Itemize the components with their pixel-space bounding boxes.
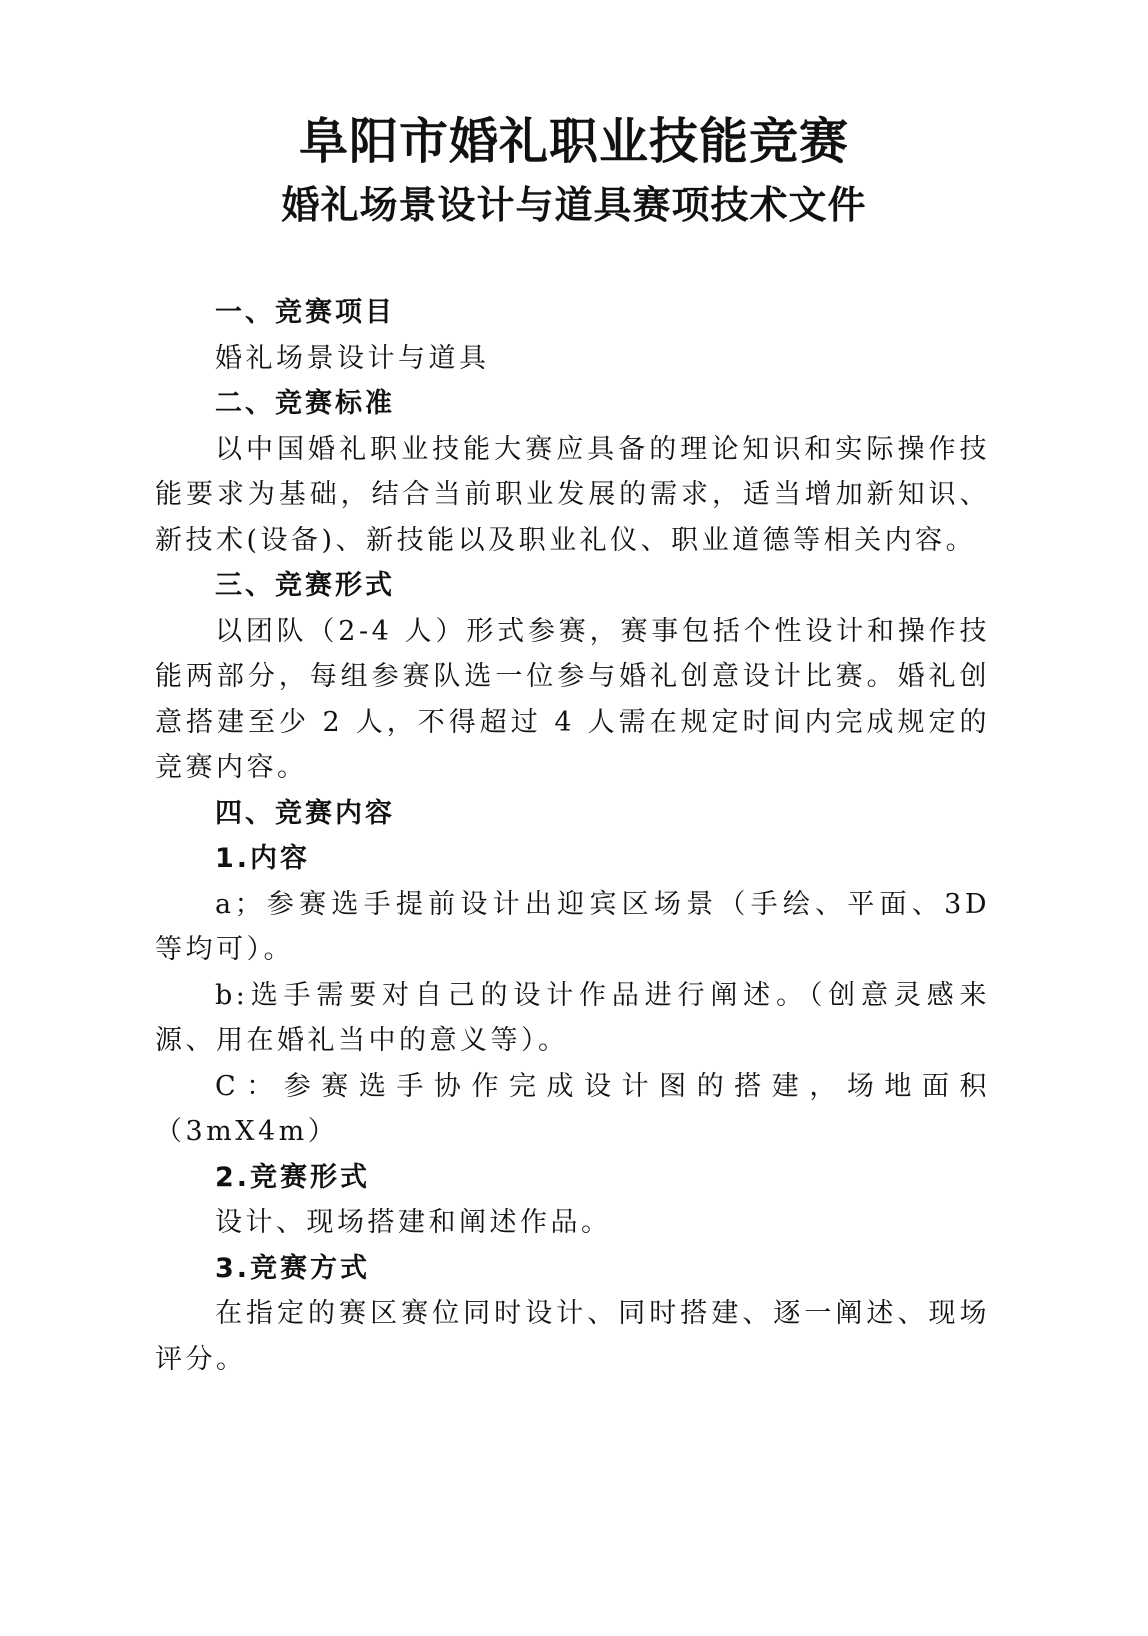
section-heading-competition-item: 一、竞赛项目 [215, 297, 395, 328]
section-heading-competition-form: 三、竞赛形式 [215, 570, 395, 601]
content-item-c: C：参赛选手协作完成设计图的搭建，场地面积（3mX4m） [155, 1070, 990, 1147]
subsection-heading-content: 1.内容 [215, 843, 311, 874]
section-text-competition-form: 以团队（2-4 人）形式参赛，赛事包括个性设计和操作技能两部分，每组参赛队选一位参与婚礼创意设计比赛。婚礼创意搭建至少 2 人，不得超过 4 人需在规定时间内完成规定的竞赛内容。 [155, 615, 990, 783]
subsection-text-method: 在指定的赛区赛位同时设计、同时搭建、逐一阐述、现场评分。 [155, 1298, 990, 1375]
document-title: 阜阳市婚礼职业技能竞赛 [298, 113, 849, 170]
content-item-b: b:选手需要对自己的设计作品进行阐述。（创意灵感来源、用在婚礼当中的意义等）。 [155, 979, 990, 1056]
document-body [155, 290, 990, 1382]
content-item-a: a；参赛选手提前设计出迎宾区场景（手绘、平面、3D 等均可）。 [155, 888, 990, 965]
subsection-text-form: 设计、现场搭建和阐述作品。 [215, 1207, 612, 1238]
subsection-heading-form: 2.竞赛形式 [215, 1161, 371, 1193]
section-text-competition-item: 婚礼场景设计与道具 [215, 342, 490, 374]
section-text-competition-standard: 以中国婚礼职业技能大赛应具备的理论知识和实际操作技能要求为基础，结合当前职业发展的需求，适当增加新知识、新技术(设备)、新技能以及职业礼仪、职业道德等相关内容。 [155, 433, 990, 556]
document-subtitle: 婚礼场景设计与道具赛项技术文件 [281, 183, 867, 227]
section-heading-competition-content: 四、竞赛内容 [215, 797, 395, 829]
section-heading-competition-standard: 二、竞赛标准 [215, 388, 395, 419]
subsection-heading-method: 3.竞赛方式 [215, 1252, 371, 1284]
